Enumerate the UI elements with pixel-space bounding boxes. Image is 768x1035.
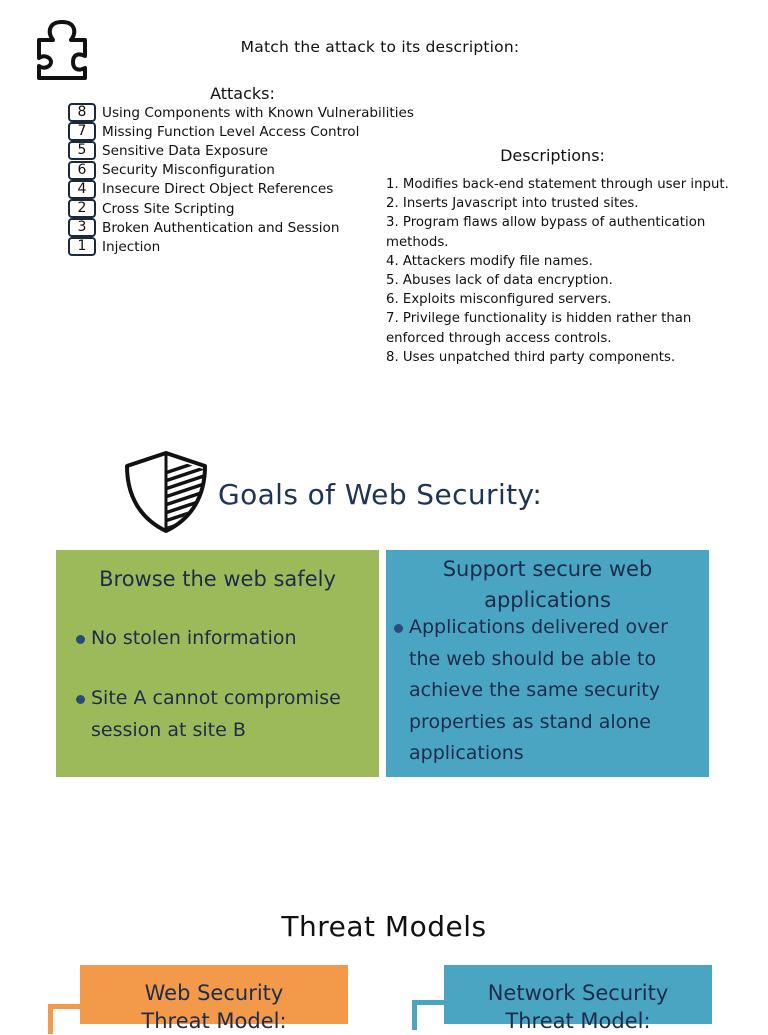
bullet-item: [76, 623, 376, 655]
answer-box[interactable]: 5: [68, 141, 96, 160]
puzzle-piece-icon: [33, 18, 91, 82]
bullet-dot-icon: [76, 635, 85, 644]
threat-models-title: Threat Models: [281, 910, 487, 943]
description-item: 4. Attackers modify file names.: [386, 253, 593, 269]
answer-box[interactable]: 4: [68, 180, 96, 199]
attack-label: Security Misconfiguration: [102, 162, 275, 179]
attack-item: [68, 218, 414, 237]
description-item: 5. Abuses lack of data encryption.: [386, 273, 613, 289]
attack-item: [68, 141, 414, 160]
attack-label: Cross Site Scripting: [102, 200, 235, 217]
attack-item: [68, 161, 414, 180]
description-item: 8. Uses unpatched third party components.: [386, 349, 676, 365]
attack-label: Using Components with Known Vulnerabilities: [102, 104, 414, 121]
description-item: 3. Program flaws allow bypass of authentication methods.: [386, 215, 706, 250]
goals-title: Goals of Web Security:: [218, 478, 543, 511]
attack-label: Missing Function Level Access Control: [102, 123, 360, 140]
goal-card-browse: [56, 550, 379, 777]
bullet-item: [76, 683, 376, 746]
bracket-connector: [48, 1004, 82, 1034]
description-item: 6. Exploits misconfigured servers.: [386, 292, 612, 308]
attack-item: [68, 180, 414, 199]
attack-item: [68, 237, 414, 256]
threat-card-network: [444, 965, 712, 1033]
answer-box[interactable]: 3: [68, 218, 96, 237]
card-title: Network Security Threat Model:: [487, 981, 669, 1033]
descriptions-list: [386, 175, 766, 367]
card-title: Browse the web safely: [99, 567, 336, 591]
bullet-dot-icon: [76, 695, 85, 704]
descriptions-heading: Descriptions:: [500, 146, 605, 165]
attack-item: [68, 103, 414, 122]
answer-box[interactable]: 7: [68, 122, 96, 141]
attack-item: [68, 199, 414, 218]
description-item: 7. Privilege functionality is hidden rather than enforced through access controls.: [386, 311, 692, 346]
bullet-item: [394, 612, 706, 770]
answer-box[interactable]: 2: [68, 199, 96, 218]
bullet-dot-icon: [394, 624, 403, 633]
answer-box[interactable]: 1: [68, 237, 96, 256]
attack-label: Insecure Direct Object References: [102, 181, 334, 198]
card-title: Web Security Threat Model:: [141, 981, 287, 1033]
attacks-heading: Attacks:: [210, 84, 275, 103]
attack-label: Sensitive Data Exposure: [102, 142, 269, 159]
attack-label: Broken Authentication and Session: [102, 219, 340, 236]
description-item: 1. Modifies back-end statement through user input.: [386, 177, 729, 192]
card-title: Support secure web applications: [442, 557, 653, 612]
description-item: 2. Inserts Javascript into trusted sites.: [386, 196, 639, 212]
answer-box[interactable]: 8: [68, 103, 96, 122]
bullet-text: No stolen information: [91, 627, 297, 649]
bracket-connector: [412, 1000, 446, 1030]
bullet-text: Applications delivered over the web should be able to achieve the same security properties as stand alone applications: [409, 616, 668, 764]
goal-card-support: [386, 550, 709, 777]
matching-title: Match the attack to its description:: [240, 38, 520, 56]
attack-item: [68, 122, 414, 141]
shield-icon: [123, 447, 209, 533]
answer-box[interactable]: 6: [68, 161, 96, 180]
attacks-list: [68, 103, 414, 257]
threat-card-web: [80, 965, 348, 1033]
attack-label: Injection: [102, 238, 161, 255]
bullet-text: Site A cannot compromise session at site B: [91, 687, 341, 741]
